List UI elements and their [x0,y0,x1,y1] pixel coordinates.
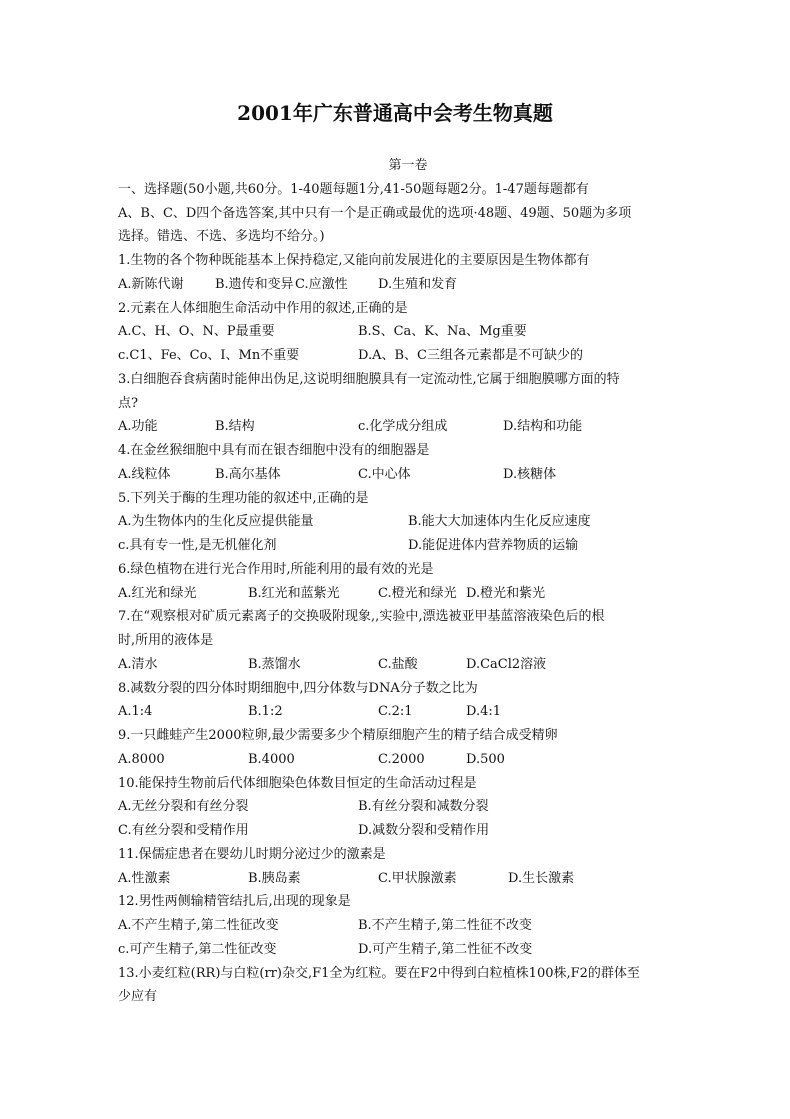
options-row [118,748,698,772]
option: D.核糖体 [503,466,557,482]
option: C.甲状腺激素 [378,870,457,886]
option: A.红光和绿光 [118,585,197,601]
options-row [118,819,698,843]
option: D.4:1 [466,704,502,720]
section-heading: 第一卷 [388,158,428,173]
option: B.1:2 [248,704,283,720]
options-row [118,653,698,677]
question-stem: 13.小麦红粒(RR)与白粒(rr)杂交,F1全为红粒。要在F2中得到白粒植株100株,F2的群体至 [118,965,640,981]
option: A.1:4 [118,704,153,720]
option: A.为生物体内的生化反应提供能量 [118,514,314,530]
options-row [118,795,698,819]
option: C.有丝分裂和受精作用 [118,823,249,838]
option: B.胰岛素 [248,870,301,886]
option: B.S、Ca、K、Na、Mg重要 [358,324,527,340]
option: c.化学成分组成 [358,419,448,435]
option: B.高尔基体 [215,466,281,482]
option: B.遗传和变异 [215,276,294,292]
option: A.无丝分裂和有丝分裂 [118,799,249,815]
option: A.功能 [118,419,158,435]
option: D.可产生精子,第二性征不改变 [358,941,533,957]
option: A.C、H、O、N、P最重要 [118,324,275,340]
option: B.4000 [248,751,295,767]
options-row [118,510,698,534]
option: A.8000 [118,751,165,767]
question-stem: 7.在“观察根对矿质元素离子的交换吸附现象,,实验中,漂选被亚甲基蓝溶液染色后的根 [118,609,605,625]
option: D.生长激素 [508,870,575,886]
options-row [118,867,698,891]
question-stem: 点? [118,395,138,411]
question-stem: 时,所用的液体是 [118,633,214,648]
option: C.2000 [378,751,425,767]
question-stem: 1.生物的各个物种既能基本上保持稳定,又能向前发展进化的主要原因是生物体都有 [118,253,590,268]
option: C.中心体 [358,466,411,482]
option: D.CaCl2溶液 [466,656,547,672]
options-row [118,534,698,558]
option: c.C1、Fe、Co、I、Mn不重要 [118,348,300,363]
option: C.2:1 [378,704,413,720]
question-stem: 5.下列关于酶的生理功能的叙述中,正确的是 [118,490,369,506]
option: C.盐酸 [378,656,418,672]
intro-line: 一、选择题(50小题,共60分。1-40题每题1分,41-50题每题2分。1-47题每题都有 [118,181,589,197]
options-row [118,700,698,724]
options-row [118,914,698,938]
options-row [118,320,698,344]
option: A.新陈代谢 [118,276,184,292]
option: C.应激性 [295,276,348,292]
question-stem: 6.绿色植物在进行光合作用时,所能利用的最有效的光是 [118,561,434,577]
option: D.生殖和发育 [378,276,458,292]
option: D.A、B、C三组各元素都是不可缺少的 [358,348,583,363]
option: B.结构 [215,419,255,435]
option: B.不产生精子,第二性征不改变 [358,918,532,933]
question-stem: 4.在金丝猴细胞中具有而在银杏细胞中没有的细胞器是 [118,443,430,458]
question-stem: 10.能保持生物前后代体细胞染色体数目恒定的生命活动过程是 [118,775,477,791]
question-stem: 11.保儒症患者在婴幼儿时期分泌过少的激素是 [118,846,386,862]
option: A.清水 [118,656,158,672]
option: D.能促进体内营养物质的运输 [408,538,579,553]
intro-line: 选择。错选、不选、多选均不给分。) [118,229,325,245]
options-row [118,273,698,297]
option: A.不产生精子,第二性征改变 [118,918,279,933]
page-title: 2001年广东普通高中会考生物真题 [237,101,553,125]
option: c.可产生精子,第二性征改变 [118,941,277,957]
options-row [118,415,698,439]
options-row [118,938,698,962]
options-row [118,463,698,487]
question-stem: 8.减数分裂的四分体时期细胞中,四分体数与DNA分子数之比为 [118,680,478,696]
option: A.线粒体 [118,466,171,482]
question-stem: 2.元素在人体细胞生命活动中作用的叙述,正确的是 [118,300,408,316]
option: A.性激素 [118,870,171,886]
question-stem: 少应有 [118,989,158,1005]
question-stem: 3.白细胞吞食病菌时能伸出伪足,这说明细胞膜具有一定流动性,它属于细胞膜哪方面的特 [118,371,620,387]
options-row [118,344,698,368]
option: C.橙光和绿光 [378,585,457,601]
options-row [118,582,698,606]
option: B.能大大加速体内生化反应速度 [408,514,591,530]
document-body [118,154,698,1009]
option: D.橙光和紫光 [466,585,546,601]
option: D.500 [466,751,505,767]
option: B.红光和蓝紫光 [248,585,340,601]
option: D.结构和功能 [503,419,583,435]
option: c.具有专一性,是无机催化剂 [118,538,277,553]
question-stem: 9.一只雌蛙产生2000粒卵,最少需要多少个精原细胞产生的精子结合成受精卵 [118,728,558,743]
option: B.有丝分裂和减数分裂 [358,799,489,815]
question-stem: 12.男性两侧输精管结扎后,出现的现象是 [118,894,351,910]
option: D.减数分裂和受精作用 [358,823,490,838]
intro-line: A、B、C、D四个备选答案,其中只有一个是正确或最优的选项·48题、49题、50题为多项 [118,205,632,221]
option: B.蒸馏水 [248,656,301,672]
